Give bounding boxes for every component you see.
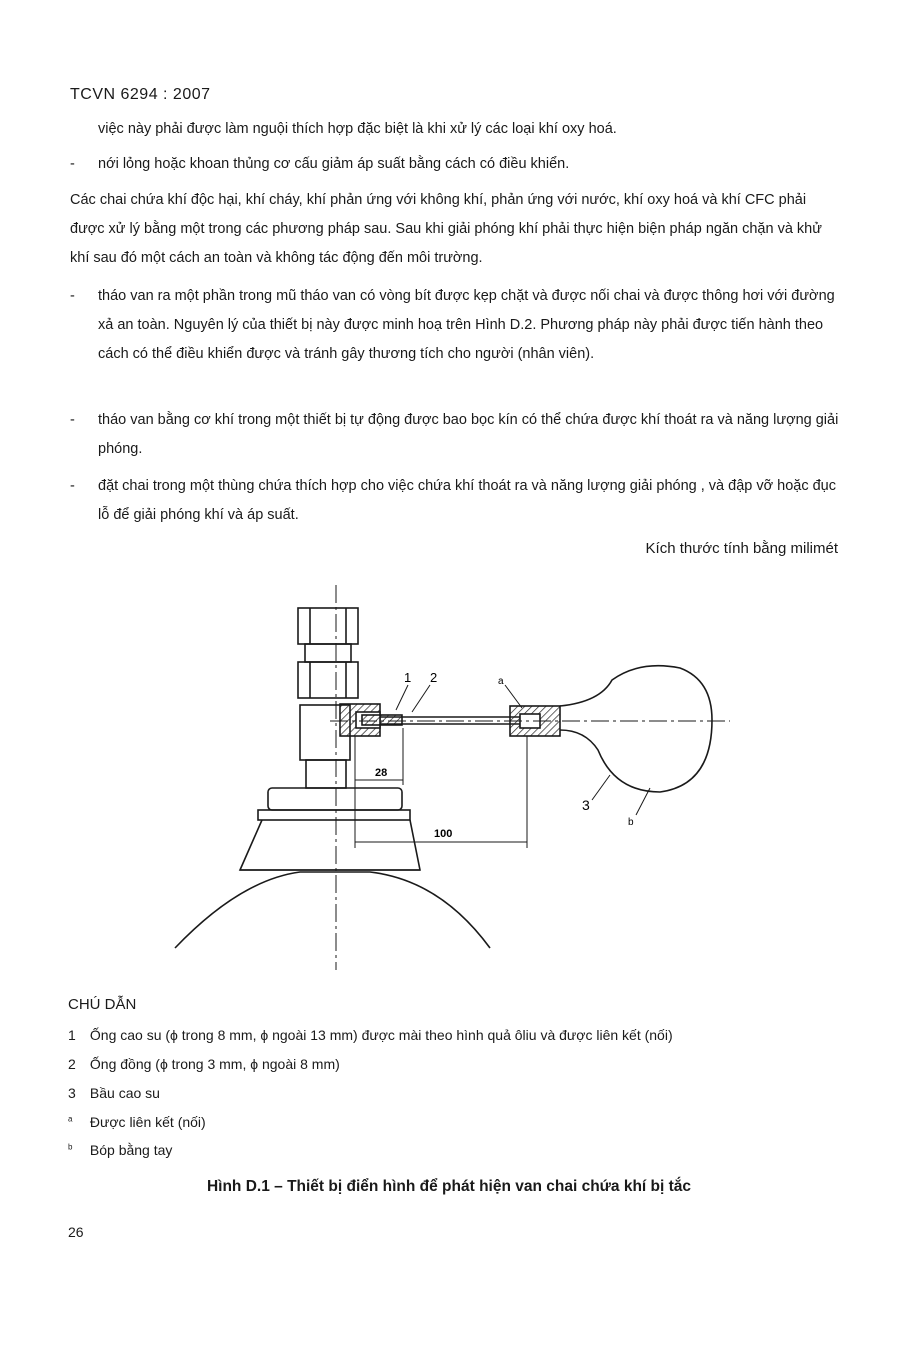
legend-item bbox=[68, 1027, 848, 1043]
legend-title: CHÚ DẪN bbox=[68, 996, 137, 1013]
legend-text: Được liên kết (nối) bbox=[89, 1114, 206, 1130]
legend-item bbox=[68, 1114, 848, 1130]
continuation-text: việc này phải được làm nguội thích hợp đặc biệt là khi xử lý các loại khí oxy hoá. bbox=[98, 121, 617, 137]
body-paragraph: Các chai chứa khí độc hại, khí cháy, khí phản ứng với không khí, phản ứng với nước, khí oxy hoá và khí CFC phải được xử lý bằng một trong các phương pháp sau. Sau khi giải phóng khí phải thực hiện biện pháp ngăn chặn và khử khí sau đó một cách an toàn và không tác động đến môi trường. bbox=[70, 192, 822, 266]
callout-3: 3 bbox=[582, 797, 590, 813]
legend-key: 3 bbox=[68, 1085, 76, 1101]
callout-1: 1 bbox=[404, 670, 412, 685]
footnote-marker-a: a bbox=[68, 1114, 73, 1124]
dimension-28: 28 bbox=[375, 767, 388, 779]
bullet-dash: - bbox=[70, 412, 75, 428]
legend-key: 2 bbox=[68, 1056, 76, 1072]
legend-key: 1 bbox=[68, 1027, 76, 1043]
legend-item bbox=[68, 1056, 848, 1072]
valve-test-device-drawing bbox=[0, 580, 898, 980]
list-item bbox=[70, 282, 840, 369]
legend-key bbox=[68, 1114, 86, 1130]
dimension-100: 100 bbox=[434, 828, 453, 840]
list-item-text: tháo van ra một phần trong mũ tháo van có vòng bít được kẹp chặt và được nối chai và được thông hơi với đường xả an toàn. Nguyên lý của thiết bị này được minh hoạ trên Hình D.2. Phương pháp này phải được tiến hành theo cách có thể điều khiển được và tránh gây thương tích cho người (nhân viên). bbox=[98, 288, 835, 362]
legend-text: Ống đồng (ϕ trong 3 mm, ϕ ngoài 8 mm) bbox=[89, 1056, 340, 1072]
legend-text: Bóp bằng tay bbox=[89, 1142, 173, 1158]
legend-key bbox=[68, 1142, 86, 1158]
callout-a: a bbox=[498, 676, 504, 687]
list-item-text: tháo van bằng cơ khí trong một thiết bị tự động được bao bọc kín có thể chứa được khí thoát ra và năng lượng giải phóng. bbox=[98, 412, 839, 457]
list-item-text: đặt chai trong một thùng chứa thích hợp cho việc chứa khí thoát ra và năng lượng giải phóng , và đập vỡ hoặc đục lỗ để giải phóng khí và áp suất. bbox=[98, 478, 836, 523]
units-note: Kích thước tính bằng milimét bbox=[645, 540, 838, 557]
list-item bbox=[70, 472, 840, 530]
legend-item bbox=[68, 1085, 848, 1101]
page-number: 26 bbox=[68, 1224, 84, 1240]
bullet-dash: - bbox=[70, 288, 75, 304]
callout-b: b bbox=[628, 817, 634, 828]
bullet-dash: - bbox=[70, 478, 75, 494]
list-item bbox=[70, 406, 840, 464]
legend-text: Bầu cao su bbox=[89, 1085, 160, 1101]
list-item-text: nới lỏng hoặc khoan thủng cơ cấu giảm áp suất bằng cách có điều khiển. bbox=[98, 156, 570, 172]
legend-text: Ống cao su (ϕ trong 8 mm, ϕ ngoài 13 mm) được mài theo hình quả ôliu và được liên kết (nối) bbox=[89, 1027, 673, 1043]
document-header: TCVN 6294 : 2007 bbox=[70, 86, 211, 103]
callout-2: 2 bbox=[430, 670, 438, 685]
footnote-marker-b: b bbox=[68, 1142, 73, 1152]
figure-caption: Hình D.1 – Thiết bị điển hình để phát hiện van chai chứa khí bị tắc bbox=[206, 1178, 692, 1195]
legend-item bbox=[68, 1142, 848, 1158]
list-item bbox=[70, 150, 840, 179]
bullet-dash: - bbox=[70, 156, 75, 172]
